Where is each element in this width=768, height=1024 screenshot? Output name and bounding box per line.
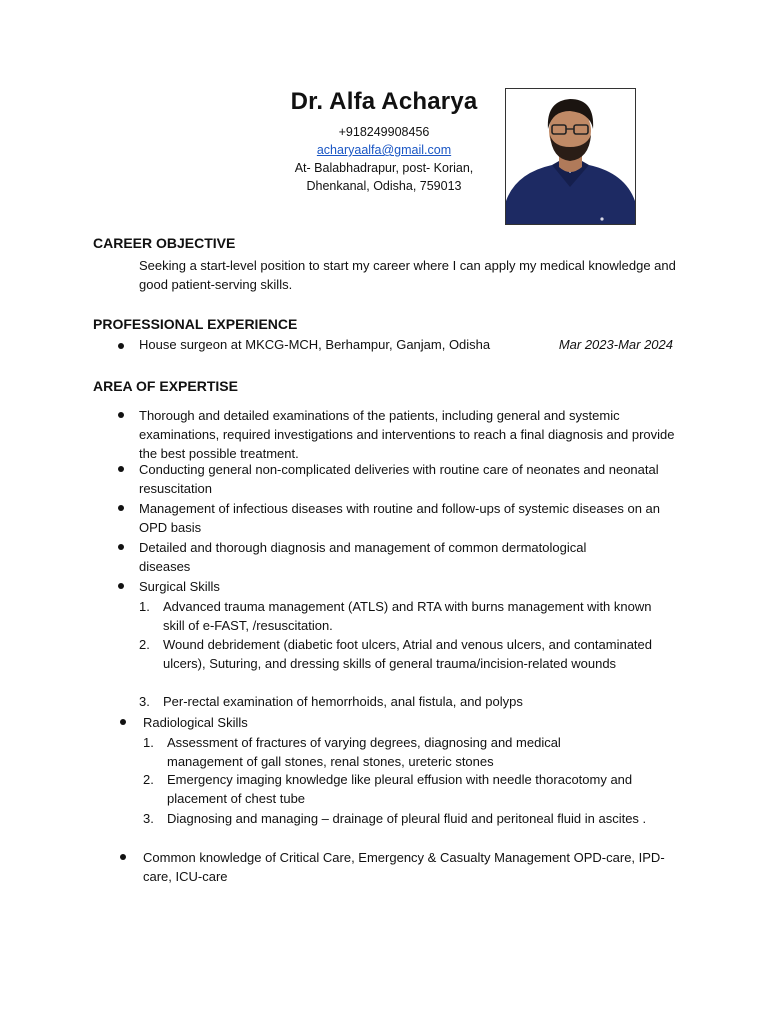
address-line-1: At- Balabhadrapur, post- Korian, (294, 161, 474, 175)
career-objective-heading: CAREER OBJECTIVE (93, 235, 236, 251)
list-item: Management of infectious diseases with routine and follow-ups of systemic diseases on an OPD basis (139, 501, 661, 535)
radiological-skill-item: Assessment of fractures of varying degrees, diagnosing and medical management of gall stones, renal stones, ureteric stones (167, 735, 561, 769)
list-number: 3. (139, 694, 150, 709)
list-number: 2. (143, 772, 154, 787)
bullet-icon (120, 719, 126, 725)
list-item: Conducting general non-complicated deliveries with routine care of neonates and neonatal resuscitation (139, 462, 659, 496)
address-line-2: Dhenkanal, Odisha, 759013 (306, 179, 462, 193)
radiological-skill-item: Diagnosing and managing – drainage of pleural fluid and peritoneal fluid in ascites . (167, 811, 647, 826)
email-link[interactable]: acharyaalfa@gmail.com (316, 143, 452, 157)
experience-entry (115, 337, 675, 356)
list-number: 2. (139, 637, 150, 652)
list-item-surgical-skills: Surgical Skills (139, 579, 220, 594)
list-item: Detailed and thorough diagnosis and management of common dermatological diseases (139, 540, 587, 574)
radiological-skill-item: Emergency imaging knowledge like pleural effusion with needle thoracotomy and placement of chest tube (167, 772, 633, 806)
list-item: Thorough and detailed examinations of the patients, including general and systemic examinations, required investigations and interventions to reach a final diagnosis and provide the best possible treatment. (139, 408, 675, 461)
candidate-name: Dr. Alfa Acharya (290, 88, 478, 115)
expertise-heading: AREA OF EXPERTISE (93, 378, 238, 394)
bullet-icon (118, 583, 124, 589)
list-item: Common knowledge of Critical Care, Emergency & Casualty Management OPD-care, IPD-care, ICU-care (143, 850, 665, 884)
bullet-icon (118, 544, 124, 550)
list-number: 3. (143, 811, 154, 826)
profile-photo (505, 88, 636, 225)
list-number: 1. (143, 735, 154, 750)
bullet-icon (118, 466, 124, 472)
bullet-icon (118, 412, 124, 418)
surgical-skill-item: Wound debridement (diabetic foot ulcers, Atrial and venous ulcers, and contaminated ulcers), Suturing, and dressing skills of general trauma/incision-related wounds (163, 637, 652, 671)
career-objective-text: Seeking a start-level position to start my career where I can apply my medical knowledge and good patient-serving skills. (139, 258, 676, 292)
surgical-skill-item: Advanced trauma management (ATLS) and RTA with burns management with known skill of e-FAST, /resuscitation. (163, 599, 652, 633)
surgical-skill-item: Per-rectal examination of hemorrhoids, anal fistula, and polyps (163, 694, 523, 709)
header (240, 88, 528, 195)
bullet-icon (118, 343, 124, 349)
list-item-radiological-skills: Radiological Skills (143, 715, 248, 730)
bullet-icon (120, 854, 126, 860)
experience-heading: PROFESSIONAL EXPERIENCE (93, 316, 298, 332)
experience-role: House surgeon at MKCG-MCH, Berhampur, Ganjam, Odisha (139, 337, 491, 352)
phone-number: +918249908456 (338, 125, 430, 139)
list-number: 1. (139, 599, 150, 614)
experience-dates: Mar 2023-Mar 2024 (558, 337, 673, 352)
bullet-icon (118, 505, 124, 511)
